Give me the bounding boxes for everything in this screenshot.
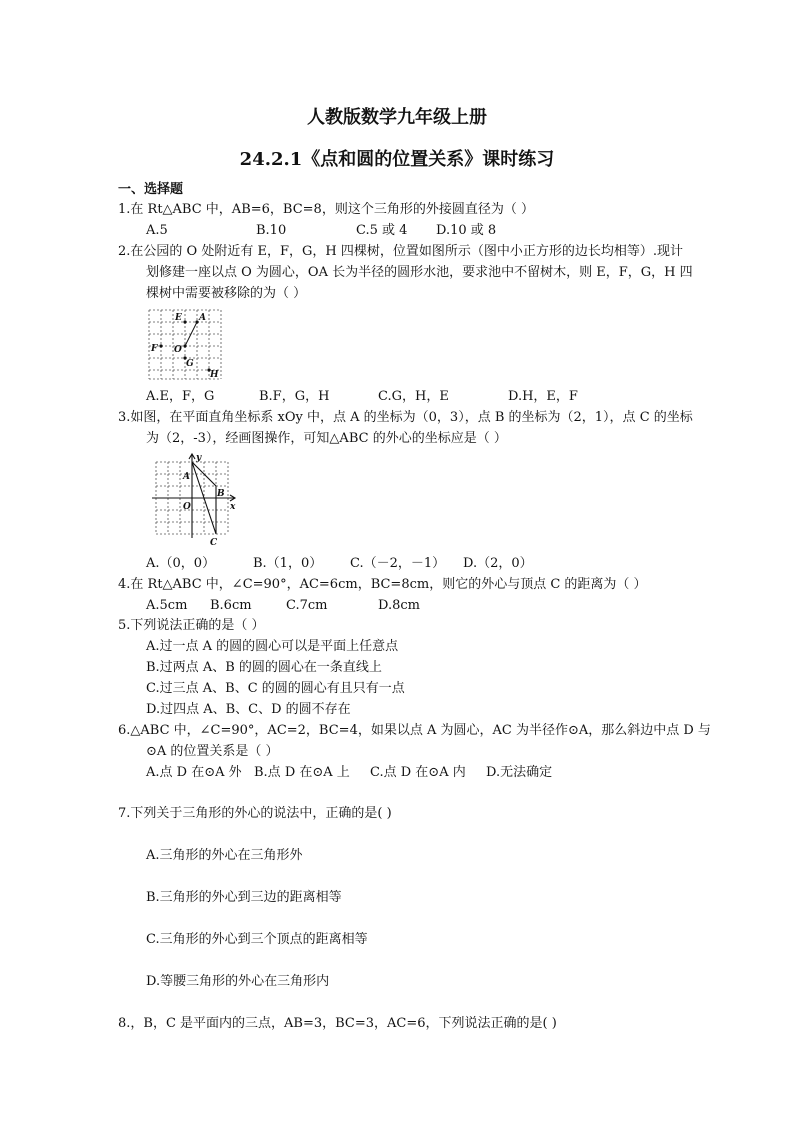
question-7-option-a: A.三角形的外心在三角形外: [146, 848, 303, 863]
label-c: C: [210, 538, 218, 548]
label-h: H: [210, 370, 219, 380]
option-a: A.E，F，G: [146, 389, 215, 404]
option-a: A.（0，0）: [146, 556, 216, 571]
option-c: C.5 或 4: [356, 223, 408, 238]
page-title: 人教版数学九年级上册: [307, 107, 487, 128]
question-5-option-c: C.过三点 A、B、C 的圆的圆心有且只有一点: [146, 681, 405, 696]
tree-position-figure: [146, 307, 224, 381]
question-5-option-d: D.过四点 A、B、C、D 的圆不存在: [146, 702, 351, 717]
question-2-line-1: 2.在公园的 O 处附近有 E，F，G，H 四棵树，位置如图所示（图中小正方形的边长均相等）.现计: [118, 244, 683, 259]
question-4-options: [146, 597, 420, 615]
option-d: D.无法确定: [486, 765, 553, 780]
option-c: C.点 D 在⊙A 内: [370, 765, 466, 780]
option-d: D.8cm: [378, 598, 420, 613]
question-8: 8.，B，C 是平面内的三点，AB=3，BC=3，AC=6，下列说法正确的是( ): [118, 1016, 557, 1031]
option-b: B.（1，0）: [253, 556, 323, 571]
question-7-option-b: B.三角形的外心到三边的距离相等: [146, 890, 342, 905]
label-o: O: [174, 345, 182, 355]
question-7: 7.下列关于三角形的外心的说法中，正确的是( ): [118, 806, 392, 821]
question-3-line-1: 3.如图，在平面直角坐标系 xOy 中，点 A 的坐标为（0，3），点 B 的坐标为（2，1），点 C 的坐标: [118, 410, 693, 425]
question-2-line-3: 棵树中需要被移除的为（ ）: [146, 286, 307, 301]
option-b: B.6cm: [210, 598, 252, 613]
option-a: A.点 D 在⊙A 外: [146, 765, 242, 780]
option-c: C.（－2，－1）: [350, 556, 446, 571]
question-5-option-a: A.过一点 A 的圆的圆心可以是平面上任意点: [146, 639, 399, 654]
axis-y-label: y: [196, 453, 202, 463]
question-5-option-b: B.过两点 A、B 的圆的圆心在一条直线上: [146, 660, 382, 675]
question-3-options: [146, 555, 533, 573]
question-6-line-2: ⊙A 的位置关系是（ ）: [146, 744, 279, 759]
label-a: A: [199, 313, 206, 323]
coordinate-figure: [146, 452, 238, 548]
question-6-line-1: 6.△ABC 中，∠C=90°，AC=2，BC=4，如果以点 A 为圆心，AC 为半径作⊙A，那么斜边中点 D 与: [118, 723, 711, 738]
option-b: B.F，G，H: [259, 389, 330, 404]
question-3-line-2: 为（2，-3），经画图操作，可知△ABC 的外心的坐标应是（ ）: [146, 431, 507, 446]
page-subtitle: 24.2.1《点和圆的位置关系》课时练习: [239, 149, 555, 170]
option-a: A.5cm: [146, 598, 188, 613]
axis-x-label: x: [230, 502, 236, 512]
option-c: C.G，H，E: [378, 389, 449, 404]
label-g: G: [186, 359, 194, 369]
option-d: D.（2，0）: [463, 556, 533, 571]
question-1-options: [146, 222, 496, 240]
question-2-options: [146, 388, 578, 406]
option-a: A.5: [146, 223, 168, 238]
question-4: 4.在 Rt△ABC 中，∠C=90°，AC=6cm，BC=8cm，则它的外心与顶点 C 的距离为（ ）: [118, 577, 647, 592]
question-5: 5.下列说法正确的是（ ）: [118, 618, 265, 633]
label-f: F: [151, 344, 158, 354]
option-d: D.H，E，F: [508, 389, 578, 404]
label-a: A: [183, 472, 190, 482]
option-d: D.10 或 8: [436, 223, 497, 238]
question-7-option-c: C.三角形的外心到三个顶点的距离相等: [146, 932, 368, 947]
question-6-options: [146, 764, 552, 782]
option-b: B.10: [256, 223, 287, 238]
label-e: E: [175, 313, 182, 323]
question-2-line-2: 划修建一座以点 O 为圆心，OA 长为半径的圆形水池，要求池中不留树木，则 E，F，G，H 四: [146, 265, 693, 280]
question-7-option-d: D.等腰三角形的外心在三角形内: [146, 974, 330, 989]
section-heading: 一、选择题: [118, 182, 184, 197]
question-1: 1.在 Rt△ABC 中，AB=6，BC=8，则这个三角形的外接圆直径为（ ）: [118, 202, 534, 217]
label-o: O: [183, 502, 191, 512]
label-b: B: [217, 489, 225, 499]
option-b: B.点 D 在⊙A 上: [254, 765, 350, 780]
option-c: C.7cm: [286, 598, 328, 613]
